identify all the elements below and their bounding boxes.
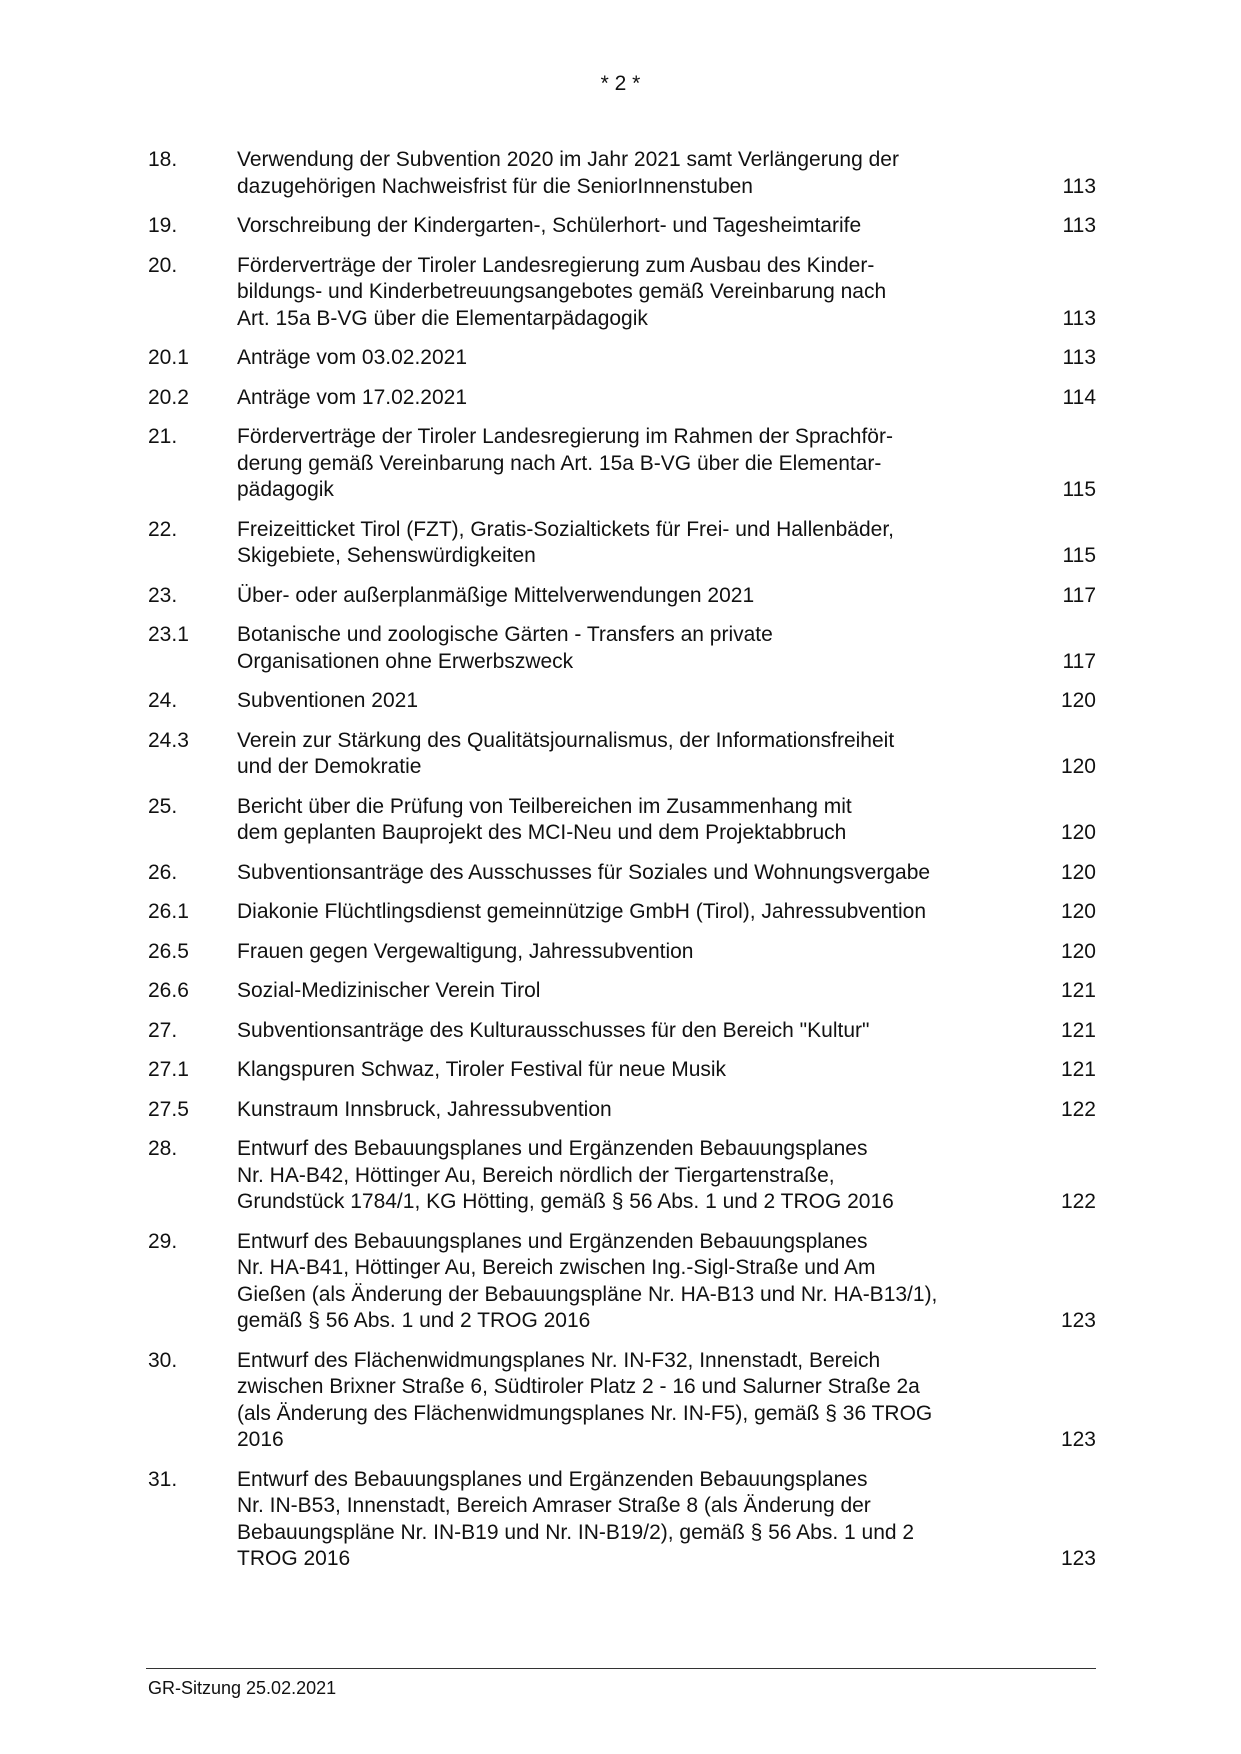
toc-entry-title: Entwurf des Bebauungsplanes und Ergänzenden Bebauungsplanes Nr. IN-B53, Innenstadt, Bereich Amraser Straße 8 (als Änderung der Bebauungspläne Nr. IN-B19 und Nr. IN-B19/2), gemäß § 56 Abs. 1 und 2 TROG 2016 bbox=[237, 1467, 915, 1570]
toc-entry-page: 115 bbox=[1062, 478, 1096, 501]
toc-entry-page: 123 bbox=[1060, 1428, 1096, 1451]
toc-row bbox=[148, 1097, 1096, 1124]
toc-entry-page: 120 bbox=[1060, 939, 1096, 963]
toc-entry-number: 20.1 bbox=[148, 346, 189, 369]
toc-row bbox=[148, 1467, 1096, 1573]
toc-entry-page: 120 bbox=[1060, 689, 1096, 712]
toc-entry-page: 113 bbox=[1062, 214, 1096, 237]
toc-entry-number: 23.1 bbox=[148, 623, 189, 646]
toc-entry-number: 29. bbox=[148, 1229, 178, 1253]
toc-entry-page: 120 bbox=[1060, 755, 1096, 778]
toc-entry-page: 120 bbox=[1060, 860, 1096, 884]
toc-row bbox=[148, 794, 1096, 847]
toc-entry-title: Bericht über die Prüfung von Teilbereichen im Zusammenhang mit dem geplanten Bauprojekt des MCI-Neu und dem Projektabbruch bbox=[237, 794, 852, 844]
toc-row bbox=[148, 424, 1096, 504]
footer-divider bbox=[146, 1668, 1096, 1669]
toc-row bbox=[148, 253, 1096, 333]
toc-entry-title: Subventionsanträge des Kulturausschusses für den Bereich "Kultur" bbox=[237, 1018, 870, 1042]
toc-entry-title: Sozial-Medizinischer Verein Tirol bbox=[237, 979, 541, 1002]
toc-entry-page: 122 bbox=[1060, 1097, 1096, 1121]
toc-entry-page: 121 bbox=[1060, 1058, 1096, 1081]
toc-entry-title: Förderverträge der Tiroler Landesregierung im Rahmen der Sprachför- derung gemäß Vereinbarung nach Art. 15a B-VG über die Elementar- pädagogik bbox=[237, 425, 893, 501]
toc-entry-title: Botanische und zoologische Gärten - Transfers an private Organisationen ohne Erwerbszweck bbox=[237, 623, 773, 673]
toc-entry-title: Verwendung der Subvention 2020 im Jahr 2021 samt Verlängerung der dazugehörigen Nachweisfrist für die SeniorInnenstuben bbox=[237, 148, 899, 198]
toc-row bbox=[148, 517, 1096, 570]
toc-row bbox=[148, 622, 1096, 675]
toc-row bbox=[148, 688, 1096, 715]
toc-entry-number: 27. bbox=[148, 1018, 178, 1042]
toc-entry-title: Verein zur Stärkung des Qualitätsjournalismus, der Informationsfreiheit und der Demokratie bbox=[237, 728, 895, 778]
toc-entry-number: 26.5 bbox=[148, 939, 189, 963]
toc-entry-number: 26. bbox=[148, 860, 178, 884]
toc-entry-page: 113 bbox=[1062, 346, 1096, 369]
toc-entry-page: 122 bbox=[1060, 1190, 1096, 1213]
toc-entry-title: Anträge vom 03.02.2021 bbox=[237, 346, 467, 369]
toc-entry-title: Entwurf des Flächenwidmungsplanes Nr. IN-F32, Innenstadt, Bereich zwischen Brixner Straße 6, Südtiroler Platz 2 - 16 und Salurner Straße 2a (als Änderung des Flächenwidmungsplanes Nr. IN-F5), gemäß § 36 TROG 2016 bbox=[237, 1348, 933, 1451]
toc-entry-number: 28. bbox=[148, 1137, 178, 1160]
toc-row bbox=[148, 1018, 1096, 1045]
toc-entry-page: 113 bbox=[1062, 306, 1096, 330]
toc-entry-page: 113 bbox=[1062, 174, 1096, 198]
toc-entry-number: 24.3 bbox=[148, 728, 189, 752]
toc-entry-number: 24. bbox=[148, 689, 178, 712]
toc-entry-number: 19. bbox=[148, 214, 178, 237]
toc-entry-title: Kunstraum Innsbruck, Jahressubvention bbox=[237, 1097, 612, 1121]
page-number: * 2 * bbox=[600, 72, 641, 95]
toc-entry-number: 27.5 bbox=[148, 1097, 189, 1121]
toc-entry-title: Entwurf des Bebauungsplanes und Ergänzenden Bebauungsplanes Nr. HA-B41, Höttinger Au, Bereich zwischen Ing.-Sigl-Straße und Am Gießen (als Änderung der Bebauungspläne Nr. HA-B13 und Nr. HA-B13/1), gemäß § 56 Abs. 1 und 2 TROG 2016 bbox=[237, 1229, 938, 1332]
toc-entry-number: 30. bbox=[148, 1348, 178, 1372]
toc-entry-title: Subventionen 2021 bbox=[237, 689, 418, 712]
toc-entry-title: Subventionsanträge des Ausschusses für Soziales und Wohnungsvergabe bbox=[237, 860, 931, 884]
toc-entry-number: 23. bbox=[148, 583, 178, 607]
toc-entry-title: Förderverträge der Tiroler Landesregierung zum Ausbau des Kinder- bildungs- und Kinderbetreuungsangebotes gemäß Vereinbarung nach Art. 15a B-VG über die Elementarpädagogik bbox=[237, 253, 887, 330]
toc-row bbox=[148, 1229, 1096, 1335]
toc-row bbox=[148, 385, 1096, 412]
toc-entry-page: 121 bbox=[1060, 1018, 1096, 1042]
toc-row bbox=[148, 978, 1096, 1005]
footer-text: GR-Sitzung 25.02.2021 bbox=[148, 1678, 337, 1698]
toc-row bbox=[148, 1136, 1096, 1216]
toc-entry-page: 117 bbox=[1062, 649, 1096, 673]
toc-row bbox=[148, 899, 1096, 926]
toc-entry-number: 27.1 bbox=[148, 1058, 189, 1081]
toc-row bbox=[148, 213, 1096, 240]
toc-row bbox=[148, 583, 1096, 610]
toc-entry-number: 20. bbox=[148, 253, 178, 277]
toc-row bbox=[148, 939, 1096, 966]
toc-entry-title: Über- oder außerplanmäßige Mittelverwendungen 2021 bbox=[237, 583, 755, 607]
toc-row bbox=[148, 1057, 1096, 1084]
toc-entry-page: 114 bbox=[1062, 385, 1096, 409]
toc-entry-page: 123 bbox=[1060, 1309, 1096, 1332]
toc-entry-page: 117 bbox=[1062, 583, 1096, 607]
toc-entry-number: 20.2 bbox=[148, 385, 189, 409]
toc-entry-number: 21. bbox=[148, 425, 178, 448]
toc-row bbox=[148, 860, 1096, 887]
toc-entry-number: 25. bbox=[148, 794, 178, 818]
toc-entry-page: 123 bbox=[1060, 1547, 1096, 1570]
toc-entry-title: Klangspuren Schwaz, Tiroler Festival für neue Musik bbox=[237, 1058, 727, 1081]
toc-entry-page: 120 bbox=[1060, 900, 1096, 923]
toc-row bbox=[148, 1348, 1096, 1454]
toc-entry-title: Freizeitticket Tirol (FZT), Gratis-Sozialtickets für Frei- und Hallenbäder, Skigebiete, Sehenswürdigkeiten bbox=[237, 517, 895, 567]
toc-entry-number: 18. bbox=[148, 148, 178, 171]
toc-entry-page: 115 bbox=[1062, 544, 1096, 567]
toc-entry-number: 22. bbox=[148, 517, 178, 541]
toc-row bbox=[148, 147, 1096, 200]
toc-row bbox=[148, 728, 1096, 781]
toc-entry-number: 31. bbox=[148, 1467, 178, 1491]
table-of-contents bbox=[148, 147, 1096, 1586]
toc-entry-page: 121 bbox=[1060, 979, 1096, 1002]
toc-entry-page: 120 bbox=[1060, 821, 1096, 844]
toc-entry-title: Vorschreibung der Kindergarten-, Schülerhort- und Tagesheimtarife bbox=[237, 214, 862, 237]
toc-entry-number: 26.1 bbox=[148, 900, 189, 923]
toc-entry-title: Anträge vom 17.02.2021 bbox=[237, 385, 467, 409]
toc-row bbox=[148, 345, 1096, 372]
toc-entry-title: Diakonie Flüchtlingsdienst gemeinnützige GmbH (Tirol), Jahressubvention bbox=[237, 900, 927, 923]
toc-entry-title: Entwurf des Bebauungsplanes und Ergänzenden Bebauungsplanes Nr. HA-B42, Höttinger Au, Bereich nördlich der Tiergartenstraße, Grundstück 1784/1, KG Hötting, gemäß § 56 Abs. 1 und 2 TROG 2016 bbox=[237, 1137, 894, 1213]
toc-entry-number: 26.6 bbox=[148, 979, 189, 1002]
toc-entry-title: Frauen gegen Vergewaltigung, Jahressubvention bbox=[237, 939, 694, 963]
